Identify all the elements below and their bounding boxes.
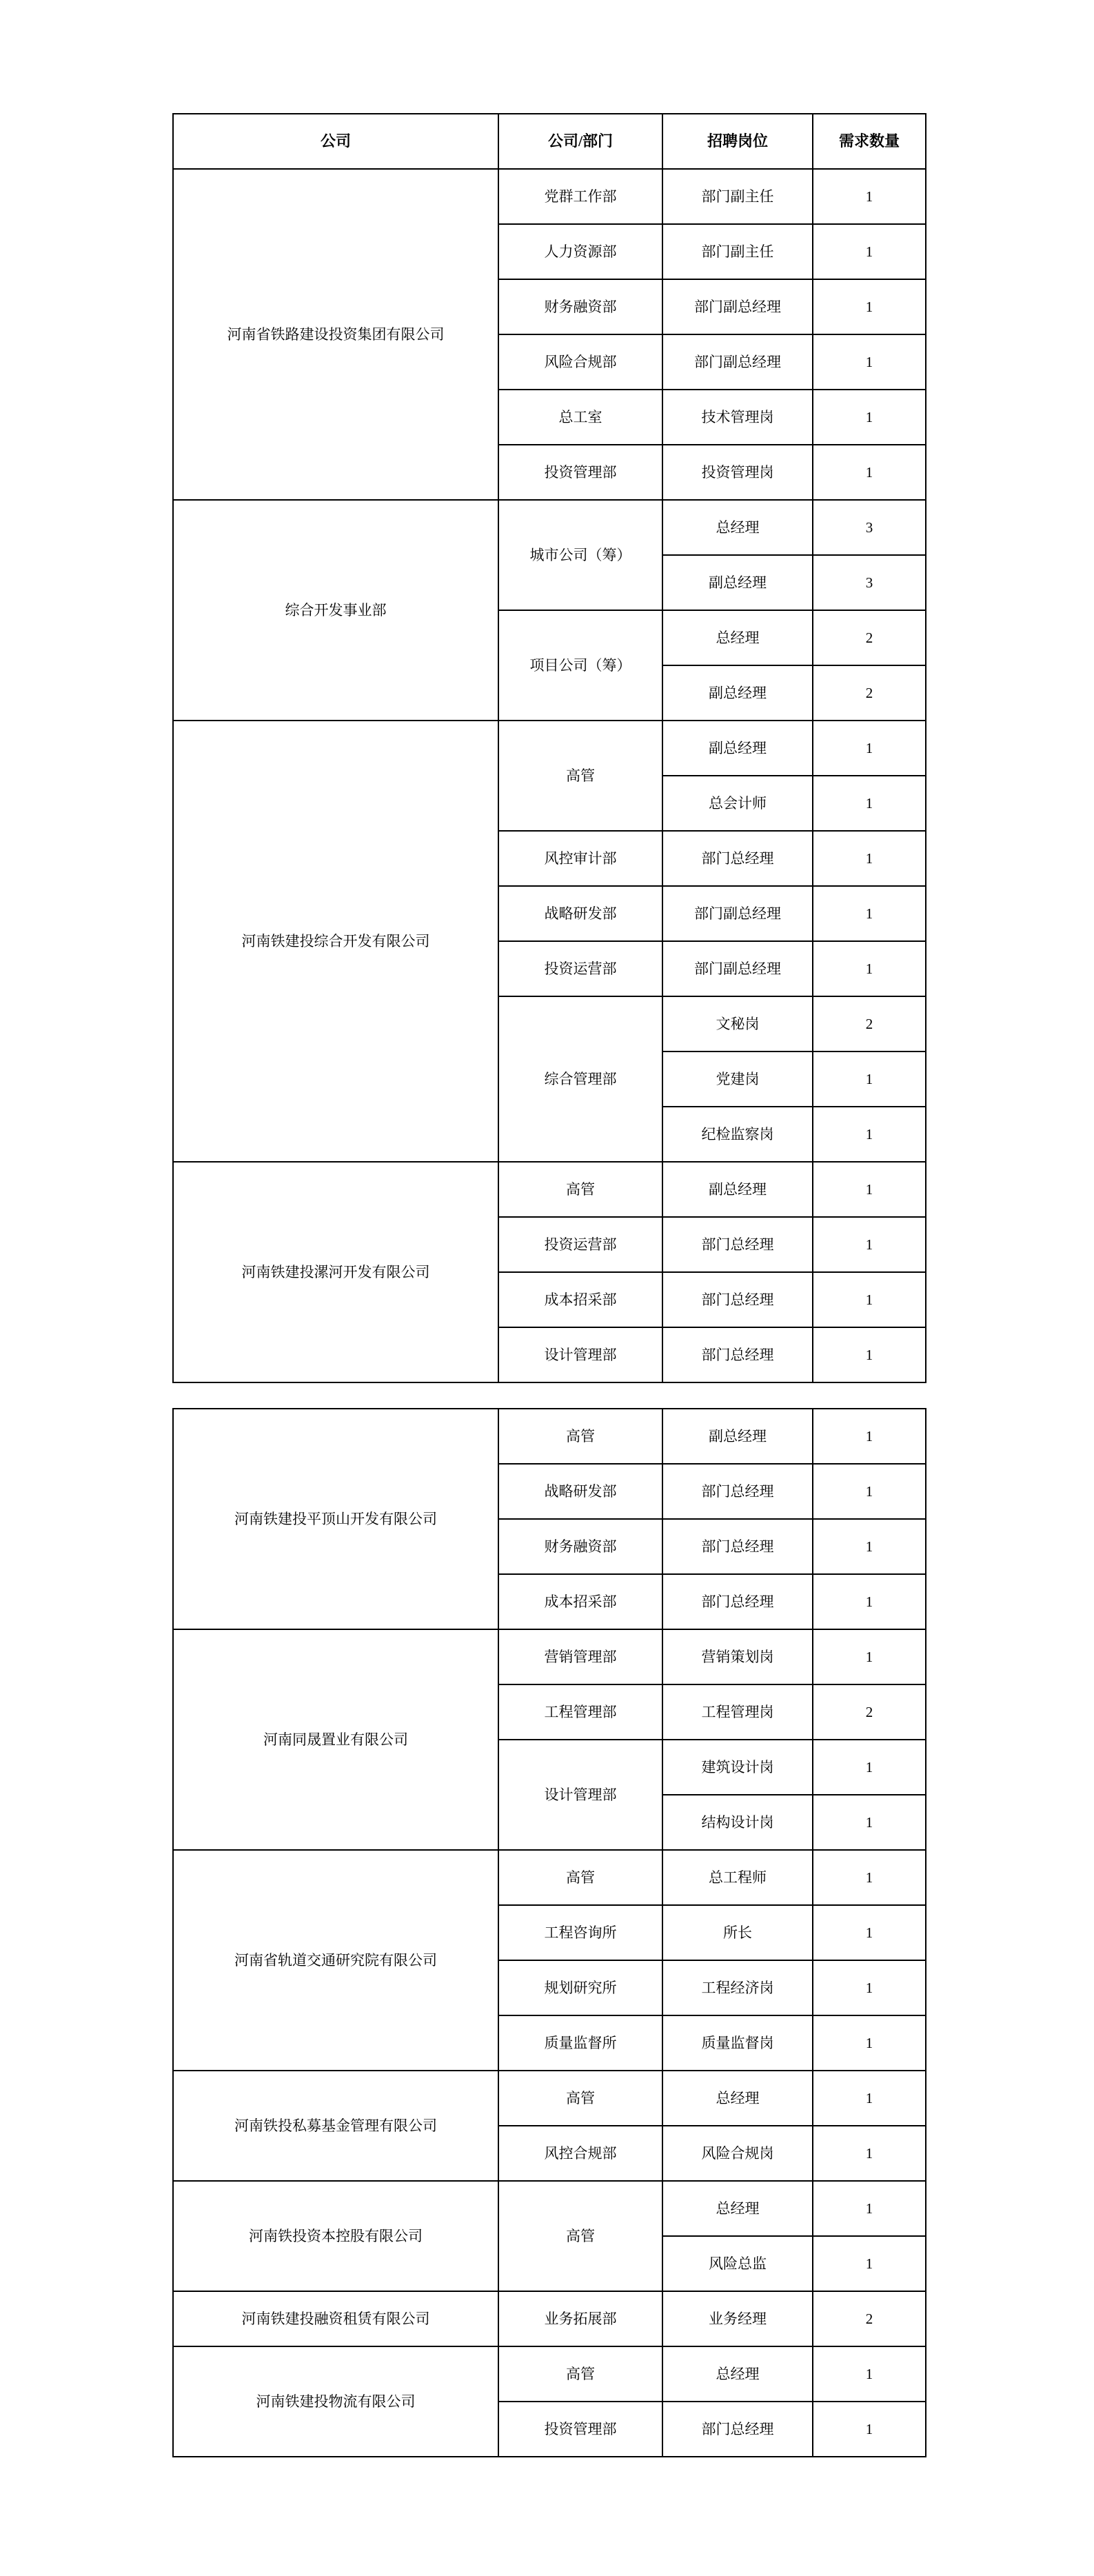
position-cell: 业务经理: [662, 2291, 813, 2346]
table-row: [173, 169, 926, 224]
headcount-cell: 1: [813, 1464, 926, 1519]
headcount-cell: 2: [813, 996, 926, 1051]
company-cell: 河南铁建投融资租赁有限公司: [173, 2291, 498, 2346]
headcount-cell: 1: [813, 1574, 926, 1629]
table-row: [173, 1629, 926, 1684]
headcount-cell: 1: [813, 2346, 926, 2402]
department-cell: 高管: [498, 2181, 662, 2291]
table-row: [173, 500, 926, 555]
position-cell: 纪检监察岗: [662, 1107, 813, 1162]
position-cell: 工程经济岗: [662, 1960, 813, 2015]
headcount-cell: 1: [813, 2015, 926, 2071]
position-cell: 部门副总经理: [662, 941, 813, 996]
position-cell: 部门总经理: [662, 2402, 813, 2457]
headcount-cell: 1: [813, 2181, 926, 2236]
headcount-cell: 1: [813, 1217, 926, 1272]
headcount-cell: 1: [813, 224, 926, 279]
position-cell: 部门总经理: [662, 831, 813, 886]
department-cell: 风控合规部: [498, 2126, 662, 2181]
department-cell: 高管: [498, 1162, 662, 1217]
company-cell: 河南铁建投漯河开发有限公司: [173, 1162, 498, 1382]
department-cell: 投资管理部: [498, 2402, 662, 2457]
table-row: [173, 2346, 926, 2402]
department-cell: 风险合规部: [498, 334, 662, 390]
headcount-cell: 3: [813, 500, 926, 555]
position-cell: 副总经理: [662, 721, 813, 776]
table-row: [173, 1850, 926, 1905]
position-cell: 工程管理岗: [662, 1684, 813, 1740]
table-row: [173, 721, 926, 776]
department-cell: 战略研发部: [498, 886, 662, 941]
header-cell-0: 公司: [173, 114, 498, 169]
department-cell: 项目公司（筹）: [498, 610, 662, 721]
table-row: [173, 1409, 926, 1464]
position-cell: 副总经理: [662, 1409, 813, 1464]
department-cell: 高管: [498, 1409, 662, 1464]
position-cell: 党建岗: [662, 1051, 813, 1107]
position-cell: 部门总经理: [662, 1574, 813, 1629]
company-cell: 河南铁建投平顶山开发有限公司: [173, 1409, 498, 1629]
headcount-cell: 1: [813, 1272, 926, 1327]
position-cell: 营销策划岗: [662, 1629, 813, 1684]
headcount-cell: 1: [813, 1162, 926, 1217]
header-cell-3: 需求数量: [813, 114, 926, 169]
company-cell: 河南铁投私募基金管理有限公司: [173, 2071, 498, 2181]
position-cell: 总经理: [662, 2181, 813, 2236]
headcount-cell: 1: [813, 941, 926, 996]
table-row: [173, 2071, 926, 2126]
company-cell: 综合开发事业部: [173, 500, 498, 721]
headcount-cell: 1: [813, 169, 926, 224]
department-cell: 总工室: [498, 390, 662, 445]
table-row: [173, 1162, 926, 1217]
department-cell: 投资运营部: [498, 1217, 662, 1272]
position-cell: 技术管理岗: [662, 390, 813, 445]
company-cell: 河南铁建投综合开发有限公司: [173, 721, 498, 1162]
header-cell-1: 公司/部门: [498, 114, 662, 169]
headcount-cell: 1: [813, 2402, 926, 2457]
department-cell: 党群工作部: [498, 169, 662, 224]
table-row: [173, 2181, 926, 2236]
headcount-cell: 1: [813, 1960, 926, 2015]
department-cell: 高管: [498, 2346, 662, 2402]
headcount-cell: 3: [813, 555, 926, 610]
position-cell: 总会计师: [662, 776, 813, 831]
department-cell: 工程咨询所: [498, 1905, 662, 1960]
department-cell: 财务融资部: [498, 279, 662, 334]
department-cell: 投资管理部: [498, 445, 662, 500]
position-cell: 部门总经理: [662, 1217, 813, 1272]
position-cell: 副总经理: [662, 665, 813, 721]
position-cell: 副总经理: [662, 555, 813, 610]
department-cell: 质量监督所: [498, 2015, 662, 2071]
position-cell: 风险总监: [662, 2236, 813, 2291]
headcount-cell: 2: [813, 2291, 926, 2346]
headcount-cell: 1: [813, 1740, 926, 1795]
position-cell: 部门副总经理: [662, 886, 813, 941]
department-cell: 投资运营部: [498, 941, 662, 996]
table-header-row: [173, 114, 926, 169]
department-cell: 高管: [498, 721, 662, 831]
headcount-cell: 1: [813, 445, 926, 500]
company-cell: 河南同晟置业有限公司: [173, 1629, 498, 1850]
headcount-cell: 2: [813, 610, 926, 665]
headcount-cell: 1: [813, 2126, 926, 2181]
position-cell: 投资管理岗: [662, 445, 813, 500]
position-cell: 质量监督岗: [662, 2015, 813, 2071]
department-cell: 人力资源部: [498, 224, 662, 279]
position-cell: 总工程师: [662, 1850, 813, 1905]
recruitment-tables: [172, 113, 925, 2457]
headcount-cell: 1: [813, 1327, 926, 1382]
department-cell: 财务融资部: [498, 1519, 662, 1574]
company-cell: 河南省轨道交通研究院有限公司: [173, 1850, 498, 2071]
position-cell: 部门总经理: [662, 1464, 813, 1519]
department-cell: 综合管理部: [498, 996, 662, 1162]
position-cell: 总经理: [662, 2346, 813, 2402]
department-cell: 风控审计部: [498, 831, 662, 886]
position-cell: 部门副总经理: [662, 334, 813, 390]
position-cell: 部门副主任: [662, 224, 813, 279]
recruitment-table-page-2: [172, 1408, 926, 2457]
header-cell-2: 招聘岗位: [662, 114, 813, 169]
headcount-cell: 1: [813, 1409, 926, 1464]
headcount-cell: 1: [813, 721, 926, 776]
department-cell: 工程管理部: [498, 1684, 662, 1740]
headcount-cell: 1: [813, 390, 926, 445]
position-cell: 建筑设计岗: [662, 1740, 813, 1795]
headcount-cell: 1: [813, 776, 926, 831]
position-cell: 部门副主任: [662, 169, 813, 224]
recruitment-table-page-1: [172, 113, 926, 1383]
position-cell: 部门总经理: [662, 1519, 813, 1574]
headcount-cell: 1: [813, 1795, 926, 1850]
department-cell: 规划研究所: [498, 1960, 662, 2015]
company-cell: 河南铁投资本控股有限公司: [173, 2181, 498, 2291]
position-cell: 结构设计岗: [662, 1795, 813, 1850]
headcount-cell: 1: [813, 1519, 926, 1574]
headcount-cell: 2: [813, 1684, 926, 1740]
headcount-cell: 1: [813, 1107, 926, 1162]
headcount-cell: 1: [813, 2071, 926, 2126]
department-cell: 营销管理部: [498, 1629, 662, 1684]
department-cell: 设计管理部: [498, 1327, 662, 1382]
position-cell: 总经理: [662, 610, 813, 665]
headcount-cell: 1: [813, 334, 926, 390]
headcount-cell: 1: [813, 831, 926, 886]
company-cell: 河南铁建投物流有限公司: [173, 2346, 498, 2457]
department-cell: 成本招采部: [498, 1574, 662, 1629]
position-cell: 副总经理: [662, 1162, 813, 1217]
position-cell: 所长: [662, 1905, 813, 1960]
department-cell: 业务拓展部: [498, 2291, 662, 2346]
headcount-cell: 1: [813, 2236, 926, 2291]
department-cell: 成本招采部: [498, 1272, 662, 1327]
page-break-gap: [172, 1383, 925, 1408]
department-cell: 城市公司（筹）: [498, 500, 662, 610]
position-cell: 总经理: [662, 2071, 813, 2126]
table-row: [173, 2291, 926, 2346]
headcount-cell: 1: [813, 1905, 926, 1960]
department-cell: 设计管理部: [498, 1740, 662, 1850]
position-cell: 总经理: [662, 500, 813, 555]
position-cell: 风险合规岗: [662, 2126, 813, 2181]
headcount-cell: 1: [813, 279, 926, 334]
department-cell: 高管: [498, 1850, 662, 1905]
department-cell: 战略研发部: [498, 1464, 662, 1519]
headcount-cell: 1: [813, 886, 926, 941]
company-cell: 河南省铁路建设投资集团有限公司: [173, 169, 498, 500]
position-cell: 部门总经理: [662, 1272, 813, 1327]
headcount-cell: 1: [813, 1850, 926, 1905]
headcount-cell: 2: [813, 665, 926, 721]
department-cell: 高管: [498, 2071, 662, 2126]
position-cell: 部门总经理: [662, 1327, 813, 1382]
headcount-cell: 1: [813, 1629, 926, 1684]
headcount-cell: 1: [813, 1051, 926, 1107]
position-cell: 文秘岗: [662, 996, 813, 1051]
position-cell: 部门副总经理: [662, 279, 813, 334]
